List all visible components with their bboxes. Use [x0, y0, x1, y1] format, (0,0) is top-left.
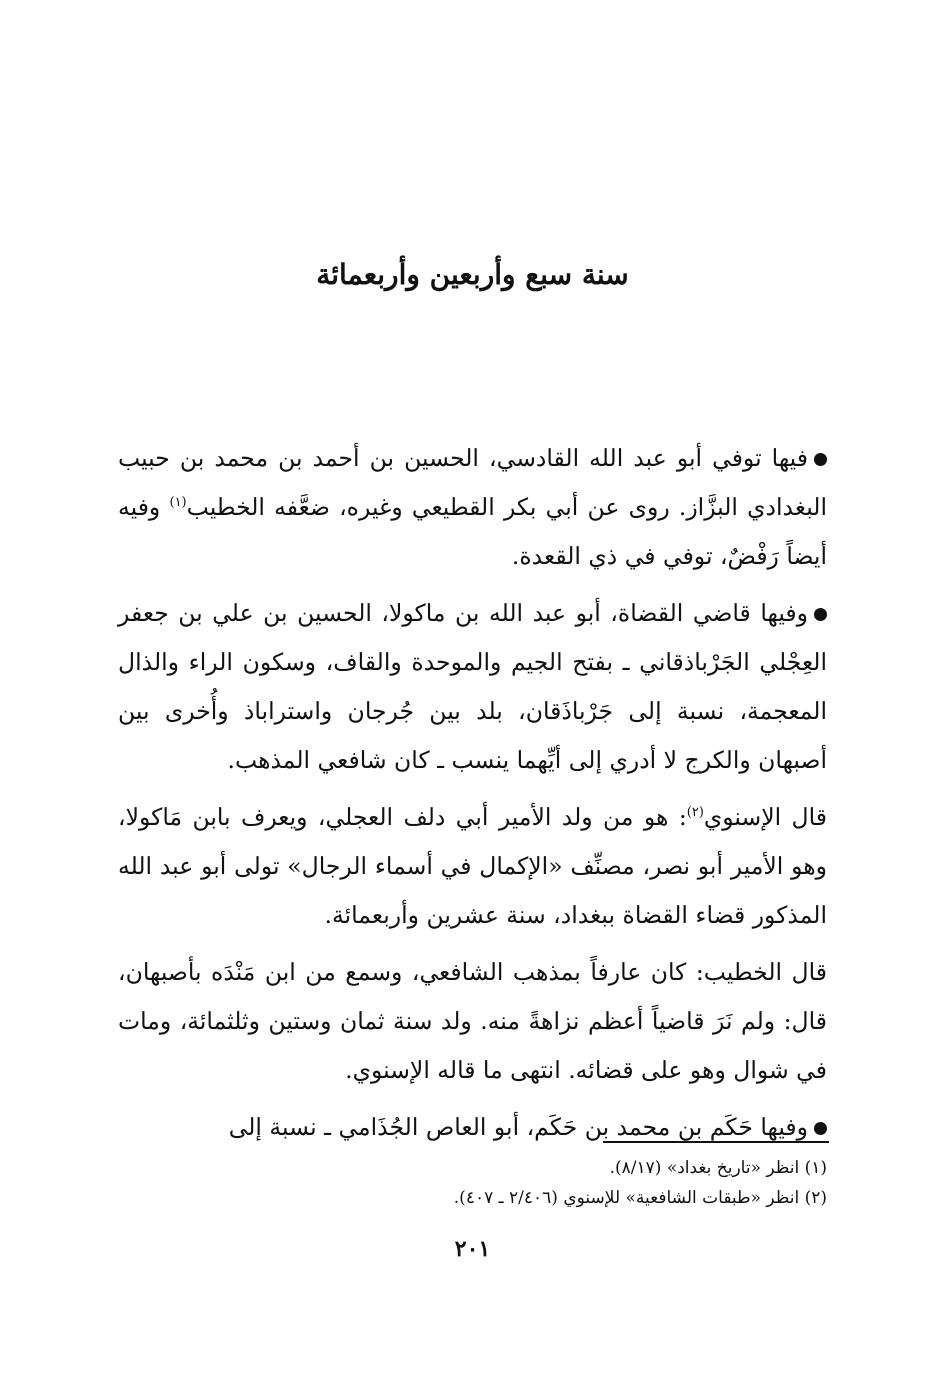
bullet-icon: [814, 1122, 827, 1135]
footnote-2: (٢) انظر «طبقات الشافعية» للإسنوي (٢/٤٠٦ ـ ٤٠٧).: [453, 1188, 827, 1208]
footnote-ref-2: (٢): [686, 805, 704, 821]
paragraph-4: [118, 948, 827, 1095]
paragraph-3-text-b: : هو من ولد الأمير أبي دلف العجلي، ويعرف بابن مَاكولا، وهو الأمير أبو نصر، مصنِّف «الإكمال في أسماء الرجال» تولى أبو عبد الله المذكور قضاء القضاة ببغداد، سنة عشرين وأربعمائة.: [118, 803, 827, 929]
paragraph-1: [118, 434, 827, 581]
body-text: [118, 434, 827, 1160]
bullet-icon: [814, 453, 827, 466]
paragraph-1-text-b: وفيه أيضاً رَفْضٌ، توفي في ذي القعدة.: [118, 493, 827, 570]
paragraph-5: [118, 1103, 827, 1152]
bullet-icon: [814, 608, 827, 621]
page-number: ٢٠١: [454, 1236, 491, 1262]
section-title: سنة سبع وأربعين وأربعمائة: [316, 258, 629, 291]
footnotes: [118, 1153, 827, 1213]
paragraph-3-text-a: قال الإسنوي: [703, 803, 827, 831]
paragraph-5-text: وفيها حَكَم بن محمد بن حَكَم، أبو العاص الجُذَامي ـ نسبة إلى: [228, 1113, 808, 1141]
paragraph-2: [118, 589, 827, 785]
paragraph-3: [118, 793, 827, 940]
footnote-1: (١) انظر «تاريخ بغداد» (٨/١٧).: [609, 1158, 827, 1178]
paragraph-2-text: وفيها قاضي القضاة، أبو عبد الله بن ماكولا، الحسين بن علي بن جعفر العِجْلي الجَرْباذقاني ـ بفتح الجيم والموحدة والقاف، وسكون الراء والذال المعجمة، نسبة إلى جَرْباذَقان، بلد بين جُرجان واستراباذ وأُخرى بين أصبهان والكرج لا أدري إلى أيِّهما ينسب ـ كان شافعي المذهب.: [118, 599, 827, 774]
footnote-ref-1: (١): [169, 495, 187, 511]
footnote-divider: [603, 1141, 829, 1143]
paragraph-4-text: قال الخطيب: كان عارفاً بمذهب الشافعي، وسمع من ابن مَنْدَه بأصبهان، قال: ولم نَرَ قاضياً أعظم نزاهةً منه. ولد سنة ثمان وستين وثلثمائة، ومات في شوال وهو على قضائه. انتهى ما قاله الإسنوي.: [118, 958, 827, 1084]
paragraph-1-text-a: فيها توفي أبو عبد الله القادسي، الحسين بن أحمد بن محمد بن حبيب البغدادي البزَّاز. روى عن أبي بكر القطيعي وغيره، ضعَّفه الخطيب: [118, 444, 827, 521]
